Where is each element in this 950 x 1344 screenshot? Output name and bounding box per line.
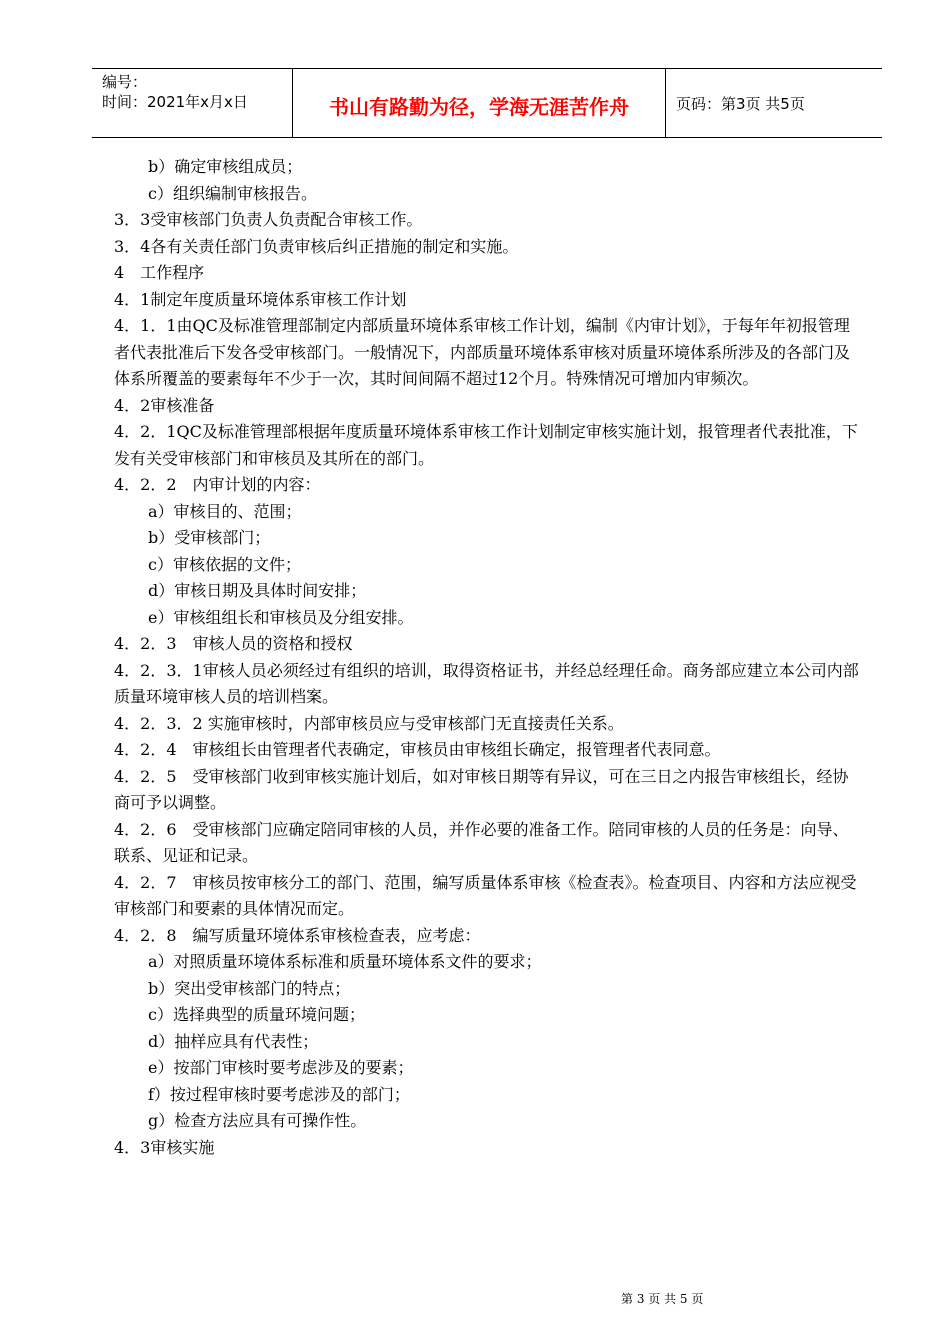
header-motto-cell (293, 69, 666, 137)
paragraph: 4．2．3．1审核人员必须经过有组织的培训，取得资格证书，并经总经理任命。商务部应建立本公司内部质量环境审核人员的培训档案。 (114, 660, 859, 706)
list-item: d）审核日期及具体时间安排； (148, 581, 367, 600)
document-number-label: 编号： (102, 73, 148, 91)
header-page-number: 页码：第3页 共5页 (676, 95, 805, 113)
paragraph: 4．2．7 审核员按审核分工的部门、范围，编写质量体系审核《检查表》。检查项目、内容和方法应视受审核部门和要素的具体情况而定。 (114, 872, 857, 918)
document-header (92, 68, 882, 138)
paragraph: 4．2．5 受审核部门收到审核实施计划后，如对审核日期等有异议，可在三日之内报告审核组长，经协商可予以调整。 (114, 766, 849, 812)
header-motto: 书山有路勤为径，学海无涯苦作舟 (329, 95, 629, 119)
paragraph: 4．2．6 受审核部门应确定陪同审核的人员，并作必要的准备工作。陪同审核的人员的任务是：向导、联系、见证和记录。 (114, 819, 849, 865)
paragraph: 4 工作程序 (114, 263, 205, 282)
list-item: c）选择典型的质量环境问题； (148, 1005, 365, 1024)
paragraph: 4．2．2 内审计划的内容： (114, 475, 321, 494)
list-item: d）抽样应具有代表性； (148, 1031, 319, 1051)
list-item: g）检查方法应具有可操作性。 (148, 1111, 367, 1130)
header-page-cell (666, 69, 882, 137)
paragraph: 4．2．8 编写质量环境体系审核检查表，应考虑： (114, 925, 481, 945)
paragraph: 4．2．3．2 实施审核时，内部审核员应与受审核部门无直接责任关系。 (114, 713, 624, 733)
paragraph: 4．2．4 审核组长由管理者代表确定，审核员由审核组长确定，报管理者代表同意。 (114, 740, 721, 759)
header-info-cell (92, 69, 293, 137)
list-item: a）审核目的、范围； (148, 501, 302, 521)
list-item: a）对照质量环境体系标准和质量环境体系文件的要求； (148, 952, 542, 971)
list-item: b）突出受审核部门的特点； (148, 978, 351, 998)
list-item: e）按部门审核时要考虑涉及的要素； (148, 1058, 414, 1077)
paragraph: 3．3受审核部门负责人负责配合审核工作。 (114, 210, 423, 229)
paragraph: 4．2．1QC及标准管理部根据年度质量环境体系审核工作计划制定审核实施计划，报管理者代表批准，下发有关受审核部门和审核员及其所在的部门。 (114, 422, 858, 468)
document-body (114, 154, 860, 1161)
paragraph: 4．3审核实施 (114, 1137, 215, 1157)
list-item: e）审核组组长和审核员及分组安排。 (148, 607, 414, 627)
list-item: c）组织编制审核报告。 (148, 183, 317, 203)
paragraph: 4．1．1由QC及标准管理部制定内部质量环境体系审核工作计划，编制《内审计划》，于每年年初报管理者代表批准后下发各受审核部门。一般情况下，内部质量环境体系审核对质量环境体系所涉及的各部门及体系所覆盖的要素每年不少于一次，其时间间隔不超过12个月。特殊情况可增加内审频次。 (114, 316, 851, 388)
paragraph: 4．2审核准备 (114, 395, 215, 415)
list-item: f）按过程审核时要考虑涉及的部门； (148, 1084, 410, 1104)
list-item: b）受审核部门； (148, 528, 271, 547)
paragraph: 3．4各有关责任部门负责审核后纠正措施的制定和实施。 (114, 236, 519, 256)
document-time-label: 时间：2021年x月x日 (102, 93, 248, 111)
list-item: b）确定审核组成员； (148, 157, 303, 176)
list-item: c）审核依据的文件； (148, 554, 301, 574)
paragraph: 4．2．3 审核人员的资格和授权 (114, 634, 353, 653)
page-footer: 第 3 页 共 5 页 (621, 1292, 704, 1306)
paragraph: 4．1制定年度质量环境体系审核工作计划 (114, 289, 407, 309)
